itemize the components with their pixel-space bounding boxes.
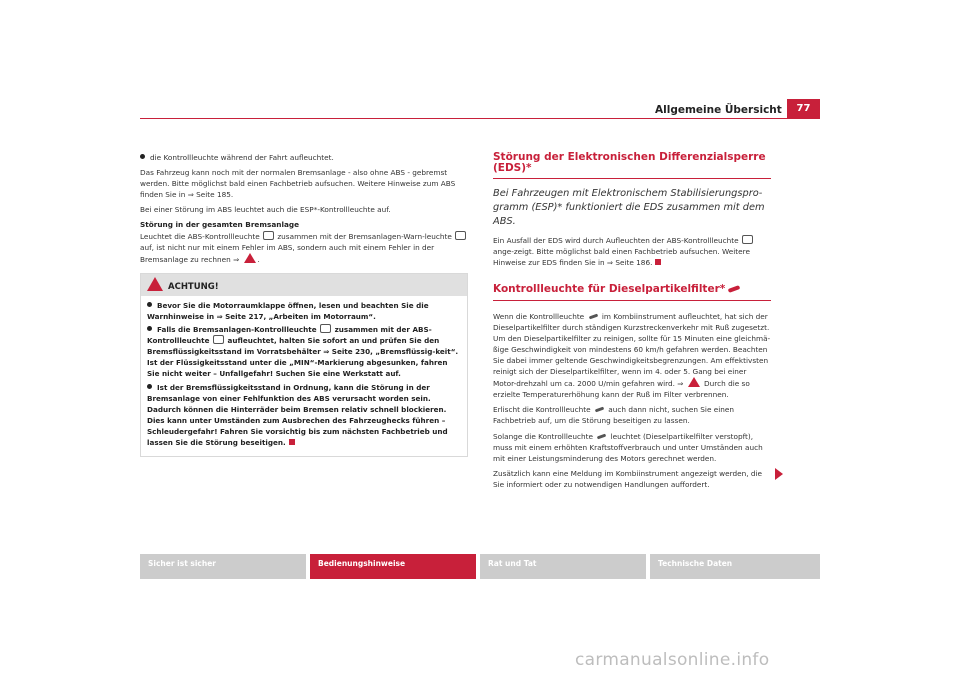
- abs-warning-light-icon: [263, 231, 274, 240]
- footer-tab-advice[interactable]: Rat und Tat: [480, 554, 646, 579]
- right-column: [493, 152, 771, 494]
- bullet-icon: [147, 302, 152, 307]
- paragraph: Ein Ausfall der EDS wird durch Aufleuchten der ABS-Kontrollleuchte ange-zeigt. Bitte möglichst bald einen Fachbetrieb aufsuchen. Weitere Hinweise zur EDS finden Sie in ⇒ Seite 186.: [493, 235, 771, 268]
- diesel-particulate-filter-icon: [595, 407, 604, 413]
- paragraph: Zusätzlich kann eine Meldung im Kombiinstrument angezeigt werden, die Sie informiert oder zu notwendigen Handlungen auffordert.: [493, 468, 763, 489]
- footer-tab-technical[interactable]: Technische Daten: [650, 554, 820, 579]
- footer-tab-safety[interactable]: Sicher ist sicher: [140, 554, 306, 579]
- warning-triangle-icon: [147, 277, 163, 291]
- bullet-icon: [140, 154, 145, 159]
- page-header-title: Allgemeine Übersicht: [655, 104, 782, 116]
- paragraph: Erlischt die Kontrollleuchte auch dann nicht, suchen Sie einen Fachbetrieb auf, um die Störung beseitigen zu lassen.: [493, 405, 735, 426]
- diesel-particulate-filter-icon: [597, 433, 606, 439]
- page-number-badge: 77: [787, 99, 820, 118]
- bullet-icon: [147, 384, 152, 389]
- list-item: Falls die Bremsanlagen-Kontrollleuchte zusammen mit der ABS-Kontrollleuchte aufleuchtet, halten Sie sofort an und prüfen Sie den Bremsflüssigkeitsstand im Vorratsbehälter ⇒ Seite 230, „Bremsflüssig-keit“. Ist der Flüssigkeitsstand unter die „MIN“-Markierung abgesunken, fahren Sie nicht weiter – Unfallgefahr! Suchen Sie eine Werkstatt auf.: [147, 325, 459, 379]
- footer-tab-operating[interactable]: Bedienungshinweise: [310, 554, 476, 579]
- list-item: die Kontrollleuchte während der Fahrt aufleuchtet.: [140, 152, 470, 163]
- brake-warning-light-icon: [320, 324, 331, 333]
- paragraph: Bei einer Störung im ABS leuchtet auch die ESP*-Kontrollleuchte auf.: [140, 205, 391, 215]
- end-marker-icon: [289, 439, 295, 445]
- warning-reference-icon: [244, 253, 256, 263]
- next-page-arrow-icon[interactable]: [775, 468, 783, 480]
- section-heading-dpf: Kontrollleuchte für Dieselpartikelfilter*: [493, 284, 771, 300]
- section-heading-eds: Störung der Elektronischen Differenzialsperre (EDS)*: [493, 152, 771, 179]
- paragraph: Das Fahrzeug kann noch mit der normalen Bremsanlage - also ohne ABS - gebremst werden. Bitte möglichst bald einen Fachbetrieb aufsuchen. Weitere Hinweise zum ABS finden Sie in ⇒ Seite 185.: [140, 168, 456, 200]
- diesel-particulate-filter-icon: [728, 286, 741, 294]
- abs-warning-light-icon: [213, 335, 224, 344]
- bullet-icon: [147, 326, 152, 331]
- end-marker-icon: [655, 259, 661, 265]
- warning-box: [140, 273, 468, 457]
- list-item: Ist der Bremsflüssigkeitsstand in Ordnung, kann die Störung in der Bremsanlage von einer Fehlfunktion des ABS verursacht worden sein. Dadurch können die Hinterräder beim Bremsen relativ schnell blockieren. Dies kann unter Umständen zum Ausbrechen des Fahrzeughecks führen – Schleudergefahr! Fahren Sie vorsichtig bis zum nächsten Fachbetrieb und lassen Sie die Störung beseitigen.: [147, 382, 448, 447]
- section-subtitle-eds: Bei Fahrzeugen mit Elektronischem Stabilisierungspro-gramm (ESP)* funktioniert die EDS zusammen mit dem ABS.: [493, 188, 765, 228]
- watermark: carmanualsonline.info: [575, 650, 770, 670]
- paragraph: Wenn die Kontrollleuchte im Kombiinstrument aufleuchtet, hat sich der Dieselpartikelfilter durch ständigen Kurzstreckenverkehr mit Ruß zugesetzt. Um den Dieselpartikelfilter zu reinigen, sollte für 15 Minuten eine gleichmä-ßige Geschwindigkeit von mindestens 60 km/h gefahren werden. Beachten Sie dabei immer geltende Geschwindigkeitsbegrenzungen. Am effektivsten reinigt sich der Dieselpartikelfilter, wenn im 4. oder 5. Gang bei einer Motor-drehzahl um ca. 2000 U/min gefahren wird. ⇒ Durch die so erzielte Temperaturerhöhung kann der Ruß im Filter verbrennen.: [493, 311, 771, 400]
- header-divider: [140, 118, 820, 119]
- subheading: Störung in der gesamten Bremsanlage: [140, 220, 300, 230]
- abs-warning-light-icon: [742, 235, 753, 244]
- warning-reference-icon: [688, 377, 700, 387]
- warning-box-body: [141, 296, 467, 456]
- warning-box-header: ACHTUNG!: [141, 274, 467, 296]
- diesel-particulate-filter-icon: [588, 313, 597, 319]
- left-column: [140, 152, 470, 457]
- brake-warning-light-icon: [455, 231, 466, 240]
- paragraph: Solange die Kontrollleuchte leuchtet (Dieselpartikelfilter verstopft), muss mit einem erhöhten Kraftstoffverbrauch und unter Umständen auch mit einer Leistungsminderung des Motors gerechnet werden.: [493, 431, 763, 463]
- paragraph: Leuchtet die ABS-Kontrollleuchte zusammen mit der Bremsanlagen-Warn-leuchte auf, ist nicht nur mit einem Fehler im ABS, sondern auch mit einem Fehler in der Bremsanlage zu rechnen ⇒ .: [140, 231, 470, 265]
- list-item: Bevor Sie die Motorraumklappe öffnen, lesen und beachten Sie die Warnhinweise in ⇒ Seite 217, „Arbeiten im Motorraum“.: [147, 300, 429, 321]
